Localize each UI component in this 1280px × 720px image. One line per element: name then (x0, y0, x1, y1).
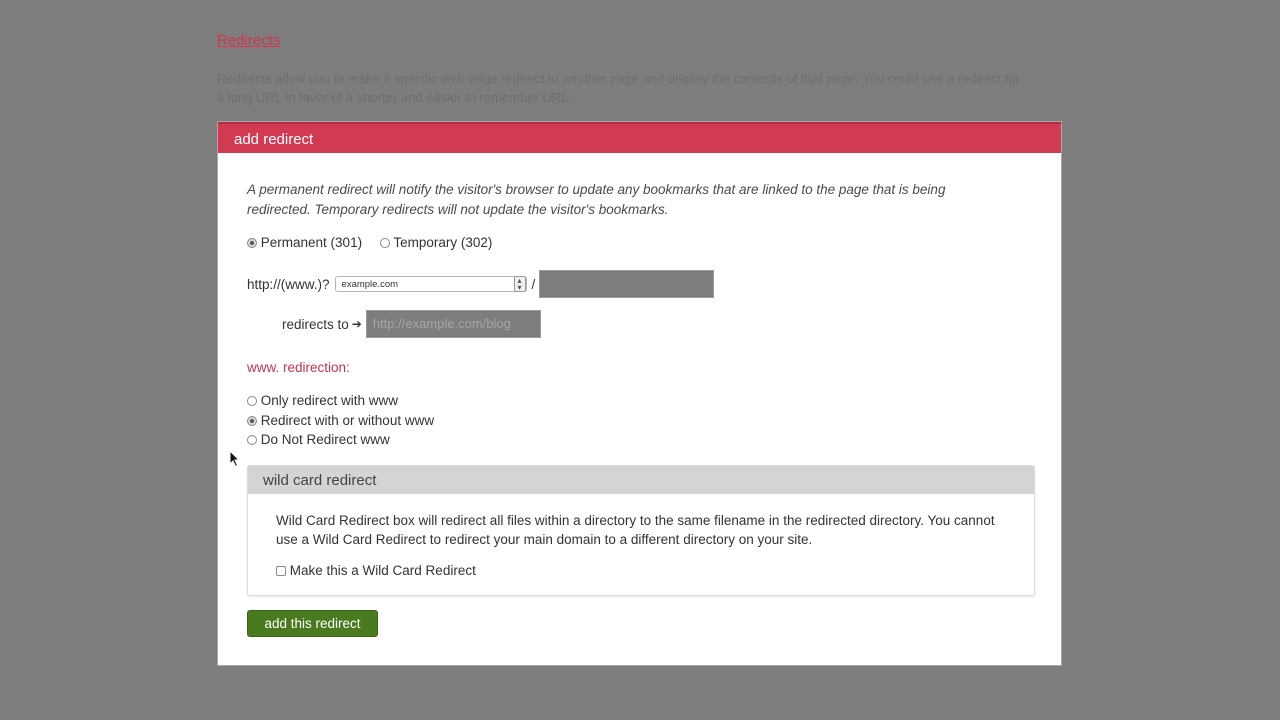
target-url-input[interactable]: http://example.com/blog (366, 310, 541, 338)
add-redirect-panel (217, 121, 1062, 666)
panel-title: add redirect (218, 122, 1061, 153)
www-only-label: Only redirect with www (260, 393, 399, 408)
page-title: Redirects (217, 32, 281, 49)
permanent-radio[interactable] (247, 238, 257, 248)
www-either-radio[interactable] (247, 416, 257, 426)
permanent-option[interactable] (247, 235, 366, 250)
www-option-none[interactable] (247, 432, 434, 452)
domain-select-value: example.com (341, 279, 399, 290)
www-redirection-heading: www. redirection: (247, 360, 350, 375)
permanent-label: Permanent (301) (260, 235, 363, 250)
target-url-row (282, 310, 541, 338)
wildcard-panel (247, 465, 1035, 596)
www-option-only[interactable] (247, 393, 434, 413)
path-separator: / (531, 276, 536, 292)
wildcard-description: Wild Card Redirect box will redirect all files within a directory to the same filename in the redirected directory. You cannot use a Wild Card Redirect to redirect your main domain to a different directory on your site. (276, 513, 995, 547)
redirect-type-group (247, 235, 506, 250)
temporary-label: Temporary (302) (393, 235, 493, 250)
redirects-to-label: redirects to (282, 316, 349, 332)
wildcard-option[interactable] (276, 563, 476, 578)
temporary-option[interactable] (380, 235, 493, 250)
path-input[interactable] (539, 270, 714, 298)
www-option-with-or-without[interactable] (247, 413, 434, 433)
mouse-pointer-icon (229, 450, 241, 468)
url-prefix: http://(www.)? (247, 276, 330, 292)
source-url-row (247, 270, 714, 298)
select-arrows-icon: ▴ ▾ (514, 276, 526, 292)
wildcard-checkbox[interactable] (276, 566, 286, 576)
wildcard-title: wild card redirect (248, 466, 1034, 494)
arrow-right-icon: ➔ (351, 317, 362, 331)
redirect-note: A permanent redirect will notify the visitor's browser to update any bookmarks that are linked to the page that is being redirected. Temporary redirects will not update the visitor's bookmarks. (247, 182, 946, 217)
wildcard-checkbox-label: Make this a Wild Card Redirect (289, 563, 476, 578)
temporary-radio[interactable] (380, 238, 390, 248)
www-none-label: Do Not Redirect www (260, 432, 390, 447)
www-none-radio[interactable] (247, 435, 257, 445)
page-intro: Redirects allow you to make a specific web page redirect to another page and display the contents of that page. You could use a redirect for a long URL in favor of a shorter and easier to remember URL. (217, 71, 1020, 105)
add-redirect-button[interactable]: add this redirect (247, 610, 378, 637)
www-only-radio[interactable] (247, 396, 257, 406)
www-options-group (247, 393, 434, 452)
www-either-label: Redirect with or without www (260, 412, 435, 428)
domain-select[interactable] (335, 276, 527, 292)
